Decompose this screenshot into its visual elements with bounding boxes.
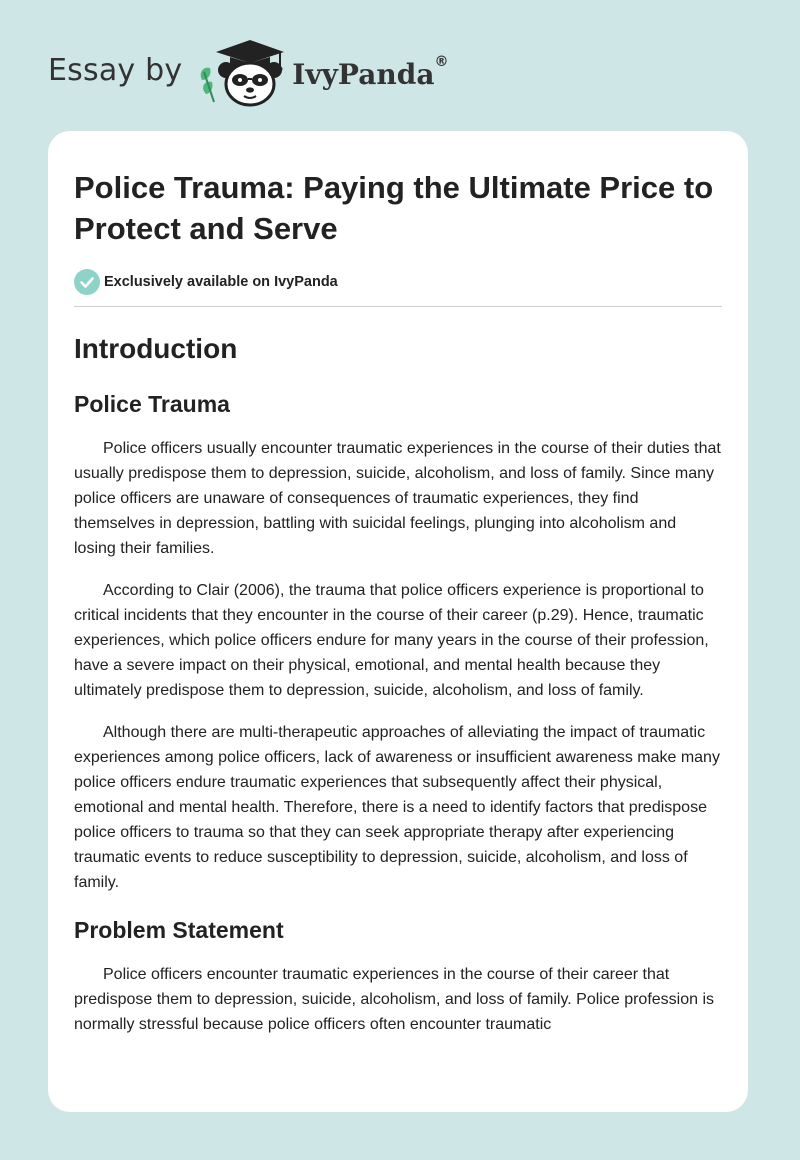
brand-name[interactable]: IvyPanda® [292,53,449,91]
site-header [48,36,448,108]
registered-mark: ® [434,53,449,70]
subheading-police-trauma: Police Trauma [74,391,230,417]
divider [74,306,722,307]
paragraph: Police officers encounter traumatic experiences in the course of their career that predispose them to depression, suicide, alcoholism, and loss of family. Police profession is normally stressful because police officers often encounter traumatic [74,966,715,1033]
section-heading-introduction: Introduction [74,333,238,364]
page-title: Police Trauma: Paying the Ultimate Price to Protect and Serve [74,170,714,246]
essay-by-label: Essay by [48,52,183,88]
paragraph: Police officers usually encounter traumatic experiences in the course of their duties that usually predispose them to depression, suicide, alcoholism, and loss of family. Since many police officers are unaware of consequences of traumatic experiences, they find themselves in depression, battling with suicidal feelings, plunging into alcoholism and losing their families. [74,440,721,557]
exclusive-badge [74,269,722,295]
check-circle-icon [74,269,100,295]
leaf-icon [201,68,214,102]
subheading-problem-statement: Problem Statement [74,917,284,943]
panda-graduate-logo-icon[interactable] [196,36,288,108]
exclusive-label: Exclusively available on IvyPanda [104,274,338,290]
paragraph: According to Clair (2006), the trauma that police officers experience is proportional to critical incidents that they encounter in the course of their career (p.29). Hence, traumatic experiences, which police officers endure for many years in the course of their profession, have a severe impact on their physical, emotional, and mental health because they ultimately predispose them to depression, suicide, alcoholism, and loss of family. [74,582,709,699]
article-card [48,131,748,1112]
paragraph: Although there are multi-therapeutic approaches of alleviating the impact of traumatic experiences among police officers, lack of awareness or insufficient awareness make many police officers endure traumatic experiences that subsequently affect their physical, emotional and mental health. Therefore, there is a need to identify factors that predispose police officers to trauma so that they can seek appropriate therapy after experiencing traumatic events to reduce susceptibility to depression, suicide, alcoholism, and loss of family. [74,724,720,891]
